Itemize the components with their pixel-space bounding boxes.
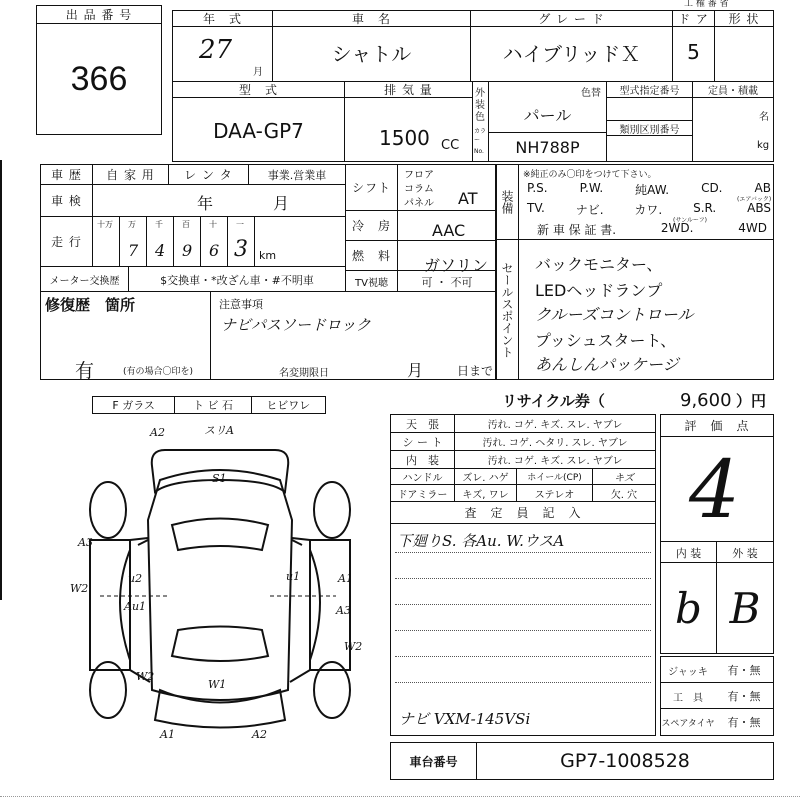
equip-4wd: 4WD [738, 221, 767, 235]
shift-panel: パネル [404, 198, 434, 209]
fuel-row [346, 241, 496, 275]
damage-mark: A1 [338, 572, 353, 585]
exterior-score: B [729, 583, 761, 633]
tab-chip[interactable]: ト ビ 石 [175, 397, 251, 413]
lot-label: 出 品 番 号 [37, 6, 161, 24]
header-row-2 [172, 82, 774, 162]
history-label: 車 歴 [41, 165, 93, 184]
recycle-row [502, 388, 774, 410]
tool-label: 工 具 [673, 692, 703, 704]
color-side-3: 色 [475, 112, 485, 123]
tv-value: 可 ・ 不可 [421, 275, 473, 289]
color-side-1: 外 [475, 88, 485, 99]
shift-floor: フロア [404, 170, 434, 181]
chassis-label: 車台番号 [391, 743, 477, 779]
interior-label: 内 装 [661, 542, 717, 563]
meter-change-options: $交換車・*改ざん車・#不明車 [160, 273, 314, 287]
door-cell [673, 11, 715, 81]
class-number-label: 類別区別番号 [607, 120, 692, 136]
condition-table [390, 414, 656, 502]
equipment-box [496, 164, 774, 240]
condition-row [391, 451, 655, 469]
digit-label: 一 [236, 220, 244, 229]
interior-score: b [661, 563, 717, 653]
equip-2wd: 2WD. [660, 221, 694, 235]
equipment-row-2 [527, 201, 771, 219]
inspector-line [395, 604, 651, 605]
condition-text: 汚れ. コゲ. キズ. スレ. ヤブレ [487, 456, 623, 467]
sales-point-1: バックモニター、 [535, 255, 663, 274]
wheel-text: キズ [614, 473, 634, 484]
header-row-1 [172, 10, 774, 82]
displacement-value: 1500 [379, 126, 430, 150]
top-right-label: 工 権 番 省 [684, 0, 729, 9]
condition-text: 汚れ. コゲ. キズ. スレ. ヤブレ [487, 420, 623, 431]
damage-mark: Au1 [124, 600, 147, 613]
shift-label: シフト [346, 165, 398, 210]
inspection-month-unit: 月 [273, 194, 290, 213]
digit-label: 百 [182, 220, 190, 229]
lot-number: 366 [70, 59, 128, 98]
damage-mark: W2 [136, 670, 155, 683]
ac-label: 冷 房 [346, 211, 398, 240]
shape-cell [715, 11, 773, 81]
type-number-label: 型式指定番号 [607, 82, 692, 98]
condition-label: 内 装 [391, 451, 455, 468]
score-label: 評 価 点 [661, 415, 773, 437]
handle-row [391, 469, 655, 485]
damage-mark: A1 [160, 728, 175, 741]
model-label: 型 式 [173, 82, 344, 98]
digit-cell [228, 217, 255, 266]
inspector-line [395, 552, 651, 553]
grade-label: グ レ ー ド [471, 11, 672, 27]
chassis-box [390, 742, 774, 780]
car-label: 車 名 [273, 11, 470, 27]
km-unit: km [259, 249, 277, 262]
history-row [41, 165, 345, 185]
displacement-label: 排 気 量 [345, 82, 472, 98]
notice-label: 注意事項 [219, 298, 263, 311]
inspector-label: 査 定 員 記 入 [391, 502, 655, 524]
car-damage-diagram [60, 420, 380, 750]
deadline-day-until: 日まで [457, 364, 494, 378]
color-value: パール [523, 105, 572, 125]
condition-row [391, 415, 655, 433]
spec-column [345, 165, 495, 292]
score-box [660, 414, 774, 654]
year-value: 27 [199, 35, 233, 65]
condition-text: 汚れ. コゲ. ヘタリ. スレ. ヤブレ [482, 438, 628, 449]
damage-mark: u2 [128, 572, 143, 585]
chassis-number: GP7-1008528 [560, 750, 690, 772]
year-month-unit: 月 [253, 67, 263, 78]
tools-box [660, 656, 774, 736]
notice-cell [211, 292, 495, 379]
digit-cell [147, 217, 174, 266]
digit-value: 3 [234, 237, 248, 262]
scan-bottom-edge [0, 796, 800, 797]
mirror-text: キズ, ワレ [455, 485, 517, 501]
inspector-line [395, 578, 651, 579]
mirror-row [391, 485, 655, 501]
displacement-unit: CC [441, 138, 460, 153]
damage-mark: W1 [208, 678, 227, 691]
car-name: シャトル [331, 41, 412, 66]
shift-row [346, 165, 496, 211]
equip-navi: ナビ. [575, 203, 604, 217]
mirror-label: ドアミラー [391, 485, 455, 501]
shift-column: コラム [404, 184, 434, 195]
door-value: 5 [687, 40, 700, 64]
damage-mark: A2 [150, 426, 165, 439]
handle-text: ズレ. ハゲ [455, 469, 517, 484]
damage-mark: W2 [70, 582, 89, 595]
mileage-row [41, 217, 345, 267]
stereo-text: 欠. 穴 [610, 489, 638, 501]
repair-note: (有の場合〇印を) [123, 367, 194, 377]
exterior-label: 外 装 [732, 546, 758, 560]
mileage-label: 走 行 [41, 217, 93, 266]
equip-ab: AB [754, 181, 771, 195]
digit-cell [174, 217, 201, 266]
inspector-line [395, 682, 651, 683]
equipment-row-1 [527, 181, 771, 199]
wheel-label: ホイール(CP) [517, 469, 593, 484]
repair-block [40, 292, 496, 380]
damage-mark: u1 [286, 570, 301, 583]
type-number-cell [607, 82, 693, 161]
deadline-label: 名変期限日 [279, 368, 329, 379]
tv-label: TV視聴 [346, 271, 398, 292]
capacity-kg-unit: kg [757, 140, 770, 151]
ac-value: AAC [432, 221, 466, 240]
inspector-note-1: 下廻りS. 各Au. W.ウスA [397, 532, 565, 550]
digit-cell [120, 217, 147, 266]
inspector-box [390, 502, 656, 736]
condition-label: シ ー ト [391, 433, 455, 450]
digit-cell [201, 217, 228, 266]
inspector-note-last: ナビ VXM-145VSi [399, 710, 531, 728]
sales-points-side-label: セールスポイント [497, 240, 519, 379]
history-block [40, 164, 496, 292]
jack-row [661, 657, 773, 683]
inspection-year-unit: 年 [197, 194, 214, 213]
digit-value: 7 [128, 241, 139, 260]
tab-crack[interactable]: ヒビワレ [266, 399, 311, 412]
digit-value: 9 [182, 241, 193, 260]
color-code: NH788P [489, 132, 606, 161]
equipment-note: ※純正のみ〇印をつけて下さい。 [523, 170, 657, 180]
stereo-label: ステレオ [517, 485, 593, 501]
recycle-label: リサイクル券（ [502, 392, 605, 410]
spare-value: 有・無 [727, 716, 761, 729]
inspector-line [395, 630, 651, 631]
damage-mark: W2 [344, 640, 363, 653]
repair-value: 有 [75, 360, 95, 382]
shift-value: AT [458, 189, 478, 208]
lot-box [36, 5, 162, 135]
color-side-5: No. [474, 148, 484, 155]
equipment-row-3 [537, 221, 767, 237]
damage-mark: A3 [78, 536, 93, 549]
inspection-label: 車 検 [41, 185, 93, 216]
meter-change-label: メーター交換歴 [41, 267, 129, 292]
equip-tv: TV. [527, 201, 545, 215]
capacity-persons-unit: 名 [759, 112, 769, 123]
inspector-line [395, 656, 651, 657]
fuel-label: 燃 料 [346, 241, 398, 270]
equip-sr: S.R. [693, 201, 717, 215]
condition-label: 天 張 [391, 415, 455, 432]
digit-label: 十 [209, 220, 217, 229]
fuel-value: ガソリン [424, 256, 489, 275]
condition-row [391, 433, 655, 451]
equip-airbag-sub: (エアバック) [737, 196, 772, 203]
tv-row [346, 271, 496, 292]
capacity-label: 定員・積載 [693, 82, 773, 98]
damage-mark: A3 [336, 604, 351, 617]
equip-leather: カワ. [634, 203, 663, 217]
color-change-label: 色替 [581, 88, 601, 99]
ac-row [346, 211, 496, 241]
meter-row [41, 267, 345, 292]
overall-score: 4 [689, 443, 740, 536]
repair-label: 修復歴 箇所 [45, 296, 136, 314]
scan-edge [0, 160, 2, 600]
option-private: 自 家 用 [93, 165, 169, 184]
tab-front-glass[interactable]: F ガラス [93, 397, 175, 413]
tool-value: 有・無 [727, 690, 761, 703]
car-cell [273, 11, 471, 81]
damage-mark: スリA [204, 424, 234, 437]
digit-cell [93, 217, 120, 266]
repair-cell [41, 292, 211, 382]
displacement-cell [345, 82, 473, 161]
door-label: ド ア [673, 11, 714, 27]
spare-label: スペアタイヤ [661, 718, 715, 729]
spare-row [661, 709, 773, 735]
score-sub-header [661, 541, 773, 563]
color-side-4: カラー [474, 128, 487, 144]
equip-warranty: 新 車 保 証 書. [537, 223, 617, 237]
equip-ps: P.S. [527, 181, 548, 195]
equip-aw: 純AW. [635, 183, 670, 197]
year-label: 年 式 [173, 11, 272, 27]
year-cell [173, 11, 273, 81]
sales-point-3: クルーズコントロール [535, 305, 694, 324]
sales-point-5: あんしんパッケージ [535, 355, 679, 374]
option-business: 事業.営業車 [267, 168, 327, 182]
digit-label: 千 [155, 220, 163, 229]
jack-label: ジャッキ [668, 666, 708, 678]
notice-value: ナビパスソードロック [221, 316, 371, 334]
shape-label: 形 状 [715, 11, 773, 27]
color-cell [489, 82, 607, 161]
equip-sunroof-sub: (サンルーフ) [673, 217, 707, 224]
odometer [93, 217, 345, 266]
grade-cell [471, 11, 673, 81]
recycle-unit: ）円 [736, 392, 767, 410]
handle-label: ハンドル [391, 469, 455, 484]
digit-value: 6 [209, 241, 220, 260]
inspection-row [41, 185, 345, 217]
color-side-2: 装 [475, 100, 485, 111]
equipment-side-label: 装備 [497, 165, 519, 239]
color-side-labels [473, 82, 489, 161]
model-cell [173, 82, 345, 161]
option-rental: レ ン タ [169, 165, 249, 184]
recycle-value: 9,600 [680, 390, 732, 411]
equip-cd: CD. [701, 181, 723, 195]
glass-tabs [92, 396, 326, 414]
equip-abs: ABS [747, 201, 771, 215]
model-value: DAA-GP7 [213, 119, 304, 143]
sales-points-box [496, 240, 774, 380]
equip-pw: P.W. [579, 181, 604, 195]
damage-mark: A2 [252, 728, 267, 741]
digit-label: 十万 [97, 220, 113, 229]
capacity-cell [693, 82, 773, 161]
digit-value: 4 [155, 241, 166, 260]
damage-mark: S1 [212, 472, 227, 485]
deadline-month: 月 [407, 361, 424, 380]
jack-value: 有・無 [727, 664, 761, 677]
sales-point-4: プッシュスタート、 [535, 331, 677, 350]
grade-value: ハイブリッドＸ [502, 41, 641, 66]
digit-label: 万 [128, 220, 136, 229]
tool-row [661, 683, 773, 709]
sales-point-2: LEDヘッドランプ [535, 281, 663, 300]
